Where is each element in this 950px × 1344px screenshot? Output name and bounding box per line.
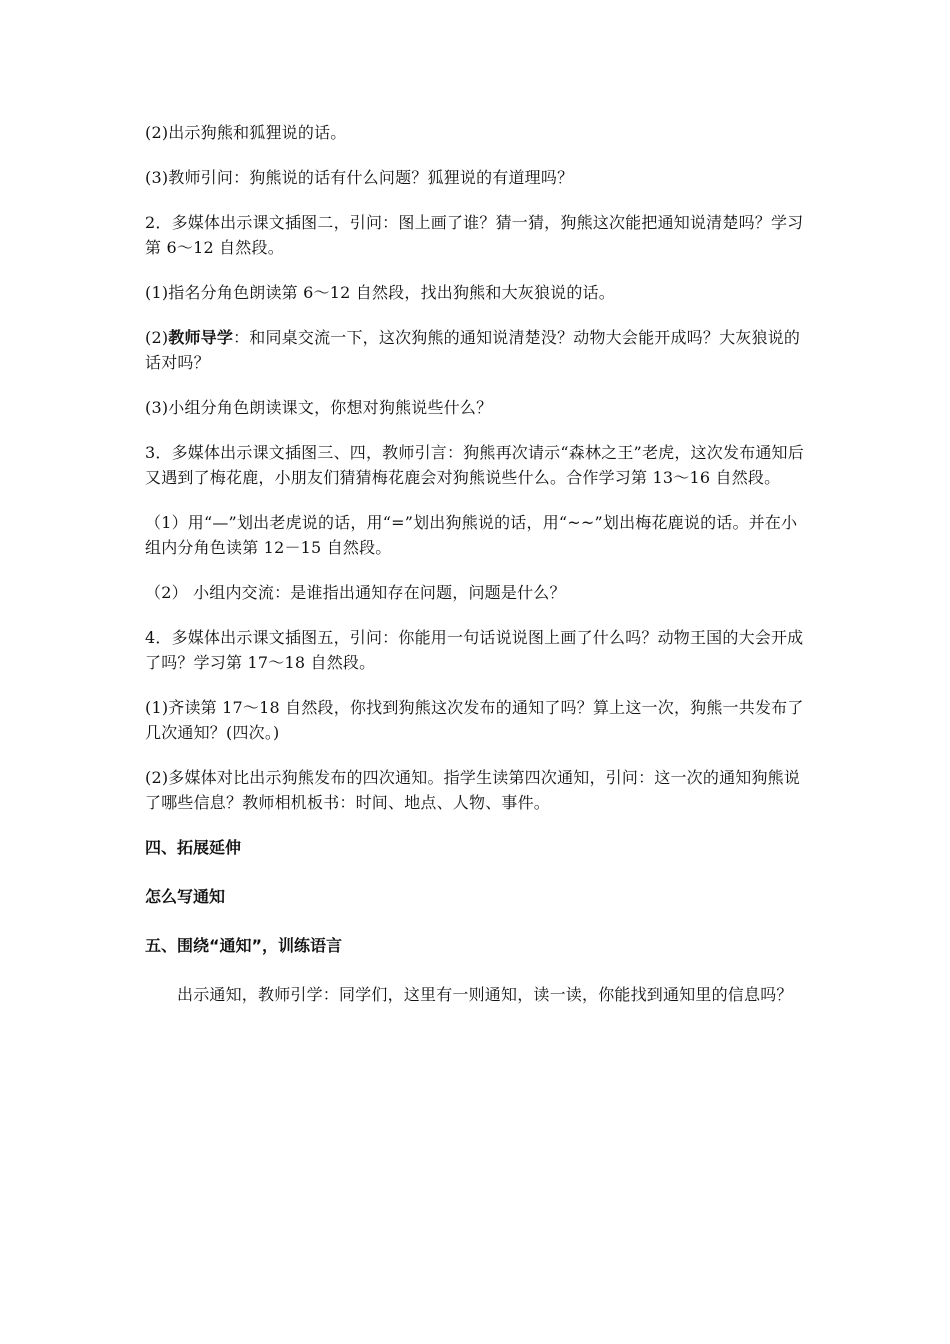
paragraph-5 xyxy=(145,325,810,375)
paragraph-3: 2．多媒体出示课文插图二，引问：图上画了谁？猜一猜，狗熊这次能把通知说清楚吗？学习第 6～12 自然段。 xyxy=(145,213,804,257)
paragraph-2: (3)教师引问：狗熊说的话有什么问题？狐狸说的有道理吗？ xyxy=(145,168,574,187)
paragraph-5-prefix: (2) xyxy=(145,328,169,347)
section-subheading-4: 怎么写通知 xyxy=(145,887,226,906)
paragraph-4: (1)指名分角色朗读第 6～12 自然段，找出狗熊和大灰狼说的话。 xyxy=(145,283,615,302)
paragraph-13: 出示通知，教师引学：同学们，这里有一则通知，读一读，你能找到通知里的信息吗？ xyxy=(177,985,793,1004)
section-heading-5: 五、围绕“通知”，训练语言 xyxy=(145,936,343,955)
paragraph-8: （1）用“—”划出老虎说的话，用“=”划出狗熊说的话，用“~~”划出梅花鹿说的话。并在小组内分角色读第 12－15 自然段。 xyxy=(145,513,798,557)
section-heading-4: 四、拓展延伸 xyxy=(145,838,242,857)
paragraph-1: (2)出示狗熊和狐狸说的话。 xyxy=(145,123,347,142)
paragraph-5-rest: ：和同桌交流一下，这次狗熊的通知说清楚没？动物大会能开成吗？大灰狼说的话对吗？ xyxy=(145,328,801,372)
paragraph-6: (3)小组分角色朗读课文，你想对狗熊说些什么？ xyxy=(145,398,493,417)
document-page xyxy=(145,120,810,1027)
paragraph-12: (2)多媒体对比出示狗熊发布的四次通知。指学生读第四次通知，引问：这一次的通知狗熊说了哪些信息？教师相机板书：时间、地点、人物、事件。 xyxy=(145,768,801,812)
paragraph-5-bold: 教师导学 xyxy=(168,328,234,347)
paragraph-7: 3．多媒体出示课文插图三、四，教师引言：狗熊再次请示“森林之王”老虎，这次发布通知后又遇到了梅花鹿，小朋友们猜猜梅花鹿会对狗熊说些什么。合作学习第 13～16 自然段。 xyxy=(145,443,804,487)
paragraph-9: （2） 小组内交流：是谁指出通知存在问题，问题是什么？ xyxy=(145,583,566,602)
paragraph-10: 4．多媒体出示课文插图五，引问：你能用一句话说说图上画了什么吗？动物王国的大会开成了吗？学习第 17～18 自然段。 xyxy=(145,628,804,672)
paragraph-11: (1)齐读第 17～18 自然段，你找到狗熊这次发布的通知了吗？算上这一次，狗熊一共发布了几次通知？(四次。) xyxy=(145,698,804,742)
